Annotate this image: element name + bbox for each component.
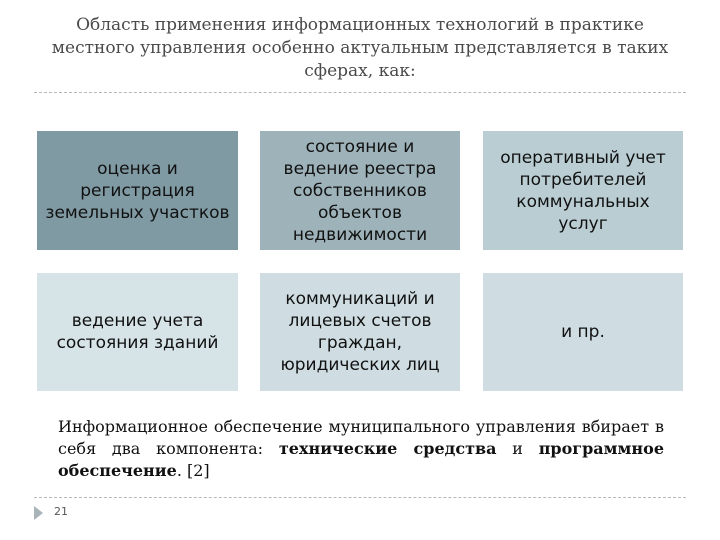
- page-number: 21: [54, 505, 68, 518]
- tile-etc: и пр.: [483, 273, 683, 391]
- tile-land-assessment: оценка и регистрация земельных участков: [37, 131, 238, 250]
- paragraph-bold-software: программное обеспечение: [58, 439, 664, 480]
- title-divider: [34, 92, 686, 93]
- paragraph-text-1: Информационное обеспечение муниципального управления вбирает в себя два компонента:: [58, 417, 664, 458]
- info-paragraph: [58, 416, 664, 482]
- arrow-right-icon: [34, 506, 43, 520]
- slide-title: Область применения информационных технологий в практике местного управления особенно актуальным представляется в таких сферах, как:: [51, 15, 669, 81]
- footer-divider: [34, 497, 686, 498]
- tile-utility-consumers: оперативный учет потребителей коммунальных услуг: [483, 131, 683, 250]
- tile-communications-accounts: коммуникаций и лицевых счетов граждан, юридических лиц: [260, 273, 460, 391]
- paragraph-bold-hardware: технические средства: [278, 439, 497, 458]
- tile-property-registry: состояние и ведение реестра собственников объектов недвижимости: [260, 131, 460, 250]
- paragraph-text-2: и: [496, 439, 539, 458]
- paragraph-text-3: . [2]: [176, 461, 210, 480]
- tile-building-condition: ведение учета состояния зданий: [37, 273, 238, 391]
